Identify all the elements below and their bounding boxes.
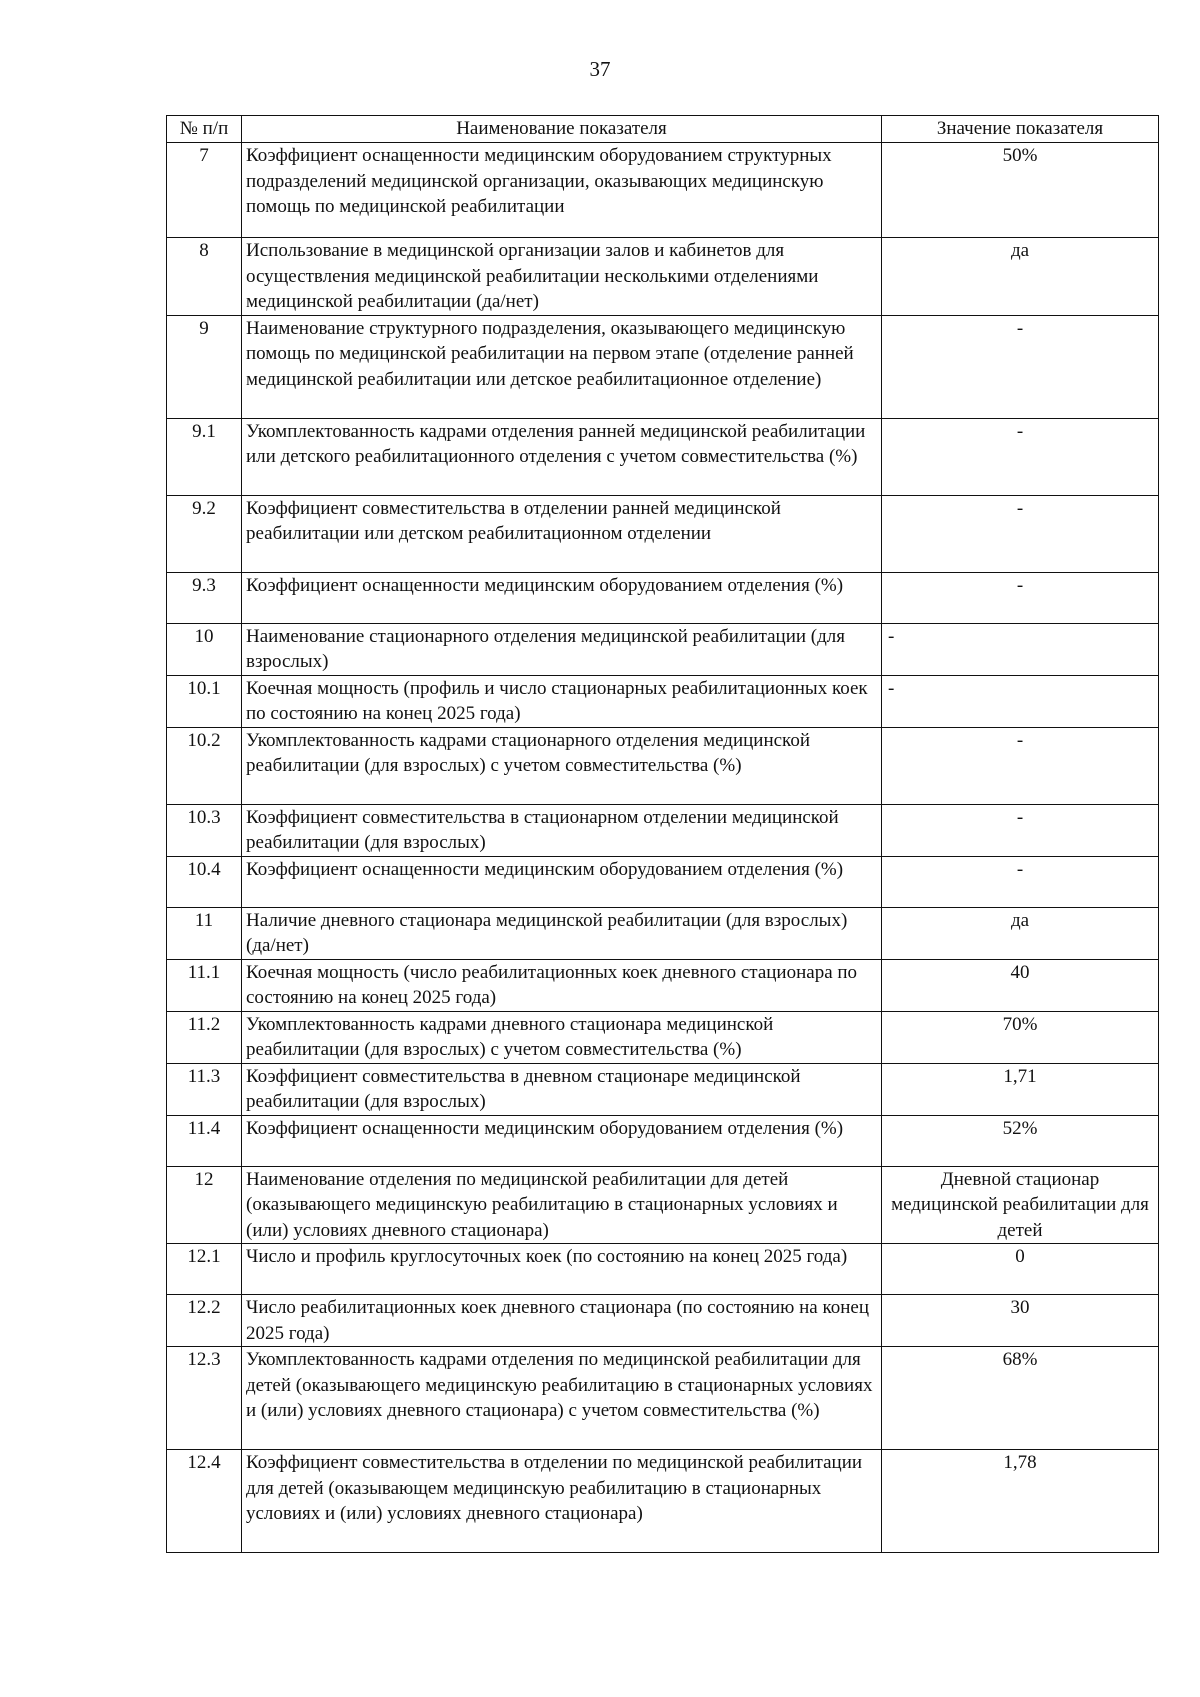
table-row: [167, 727, 1159, 804]
indicator-name: Укомплектованность кадрами отделения ранней медицинской реабилитации или детского реабилитационного отделения с учетом совместительства (%): [242, 418, 882, 495]
indicator-name: Коэффициент оснащенности медицинским оборудованием отделения (%): [242, 1115, 882, 1166]
table-row: [167, 143, 1159, 238]
table-row: [167, 572, 1159, 623]
indicator-name: Коэффициент совместительства в дневном стационаре медицинской реабилитации (для взрослых): [242, 1063, 882, 1115]
table-row: [167, 418, 1159, 495]
table-row: [167, 623, 1159, 675]
row-number: 8: [167, 238, 242, 316]
row-number: 12.3: [167, 1347, 242, 1450]
row-number: 9: [167, 315, 242, 418]
table-row: [167, 495, 1159, 572]
header-indicator-value: Значение показателя: [882, 116, 1159, 143]
indicator-value: -: [882, 418, 1159, 495]
indicators-table: [166, 115, 1159, 1553]
indicator-name: Коэффициент совместительства в стационарном отделении медицинской реабилитации (для взрослых): [242, 804, 882, 856]
indicator-name: Укомплектованность кадрами стационарного отделения медицинской реабилитации (для взрослых) с учетом совместительства (%): [242, 727, 882, 804]
indicator-name: Использование в медицинской организации залов и кабинетов для осуществления медицинской реабилитации несколькими отделениями медицинской реабилитации (да/нет): [242, 238, 882, 316]
table-row: [167, 1166, 1159, 1244]
indicator-value: -: [882, 623, 1159, 675]
table-row: [167, 856, 1159, 907]
header-indicator-name: Наименование показателя: [242, 116, 882, 143]
indicator-name: Укомплектованность кадрами дневного стационара медицинской реабилитации (для взрослых) с учетом совместительства (%): [242, 1011, 882, 1063]
indicator-value: -: [882, 495, 1159, 572]
table-row: [167, 1244, 1159, 1295]
table-row: [167, 1115, 1159, 1166]
indicator-name: Наименование стационарного отделения медицинской реабилитации (для взрослых): [242, 623, 882, 675]
indicator-value: -: [882, 727, 1159, 804]
table-row: [167, 675, 1159, 727]
indicator-value: 0: [882, 1244, 1159, 1295]
table-row: [167, 1295, 1159, 1347]
indicator-name: Коечная мощность (профиль и число стационарных реабилитационных коек по состоянию на конец 2025 года): [242, 675, 882, 727]
indicator-name: Коэффициент оснащенности медицинским оборудованием отделения (%): [242, 572, 882, 623]
indicator-value: да: [882, 907, 1159, 959]
indicator-value: 52%: [882, 1115, 1159, 1166]
row-number: 12.2: [167, 1295, 242, 1347]
indicator-name: Наименование отделения по медицинской реабилитации для детей (оказывающего медицинскую реабилитацию в стационарных условиях и (или) условиях дневного стационара): [242, 1166, 882, 1244]
row-number: 12: [167, 1166, 242, 1244]
row-number: 11: [167, 907, 242, 959]
row-number: 9.2: [167, 495, 242, 572]
row-number: 10.4: [167, 856, 242, 907]
table-row: [167, 1063, 1159, 1115]
table-row: [167, 1347, 1159, 1450]
indicator-name: Коэффициент совместительства в отделении ранней медицинской реабилитации или детском реабилитационном отделении: [242, 495, 882, 572]
row-number: 12.4: [167, 1450, 242, 1553]
indicator-value: 1,71: [882, 1063, 1159, 1115]
indicator-name: Число реабилитационных коек дневного стационара (по состоянию на конец 2025 года): [242, 1295, 882, 1347]
indicator-name: Коэффициент оснащенности медицинским оборудованием структурных подразделений медицинской организации, оказывающих медицинскую помощь по медицинской реабилитации: [242, 143, 882, 238]
indicator-value: да: [882, 238, 1159, 316]
header-number: № п/п: [167, 116, 242, 143]
indicator-value: 68%: [882, 1347, 1159, 1450]
indicator-value: 40: [882, 959, 1159, 1011]
table-row: [167, 1011, 1159, 1063]
indicator-value: -: [882, 315, 1159, 418]
table-row: [167, 315, 1159, 418]
indicator-name: Коэффициент оснащенности медицинским оборудованием отделения (%): [242, 856, 882, 907]
row-number: 11.4: [167, 1115, 242, 1166]
table-row: [167, 1450, 1159, 1553]
indicator-value: -: [882, 675, 1159, 727]
row-number: 12.1: [167, 1244, 242, 1295]
indicator-name: Наименование структурного подразделения, оказывающего медицинскую помощь по медицинской реабилитации на первом этапе (отделение ранней медицинской реабилитации или детское реабилитационное отделение): [242, 315, 882, 418]
row-number: 7: [167, 143, 242, 238]
indicator-name: Коечная мощность (число реабилитационных коек дневного стационара по состоянию на конец 2025 года): [242, 959, 882, 1011]
row-number: 11.1: [167, 959, 242, 1011]
indicator-value: -: [882, 804, 1159, 856]
indicator-name: Наличие дневного стационара медицинской реабилитации (для взрослых) (да/нет): [242, 907, 882, 959]
row-number: 10.3: [167, 804, 242, 856]
indicator-name: Укомплектованность кадрами отделения по медицинской реабилитации для детей (оказывающего медицинскую реабилитацию в стационарных условиях и (или) условиях дневного стационара) с учетом совместительства (%): [242, 1347, 882, 1450]
indicator-value: 1,78: [882, 1450, 1159, 1553]
row-number: 9.1: [167, 418, 242, 495]
indicator-value: 70%: [882, 1011, 1159, 1063]
table-row: [167, 907, 1159, 959]
table-row: [167, 238, 1159, 316]
table-header-row: [167, 116, 1159, 143]
row-number: 10.2: [167, 727, 242, 804]
row-number: 9.3: [167, 572, 242, 623]
indicator-name: Число и профиль круглосуточных коек (по состоянию на конец 2025 года): [242, 1244, 882, 1295]
indicator-value: Дневной стационар медицинской реабилитации для детей: [882, 1166, 1159, 1244]
table-row: [167, 804, 1159, 856]
indicator-name: Коэффициент совместительства в отделении по медицинской реабилитации для детей (оказывающем медицинскую реабилитацию в стационарных условиях и (или) условиях дневного стационара): [242, 1450, 882, 1553]
row-number: 11.3: [167, 1063, 242, 1115]
row-number: 10: [167, 623, 242, 675]
row-number: 11.2: [167, 1011, 242, 1063]
page-number: 37: [589, 57, 611, 81]
row-number: 10.1: [167, 675, 242, 727]
indicator-value: 50%: [882, 143, 1159, 238]
indicator-value: 30: [882, 1295, 1159, 1347]
indicator-value: -: [882, 572, 1159, 623]
table-row: [167, 959, 1159, 1011]
indicator-value: -: [882, 856, 1159, 907]
